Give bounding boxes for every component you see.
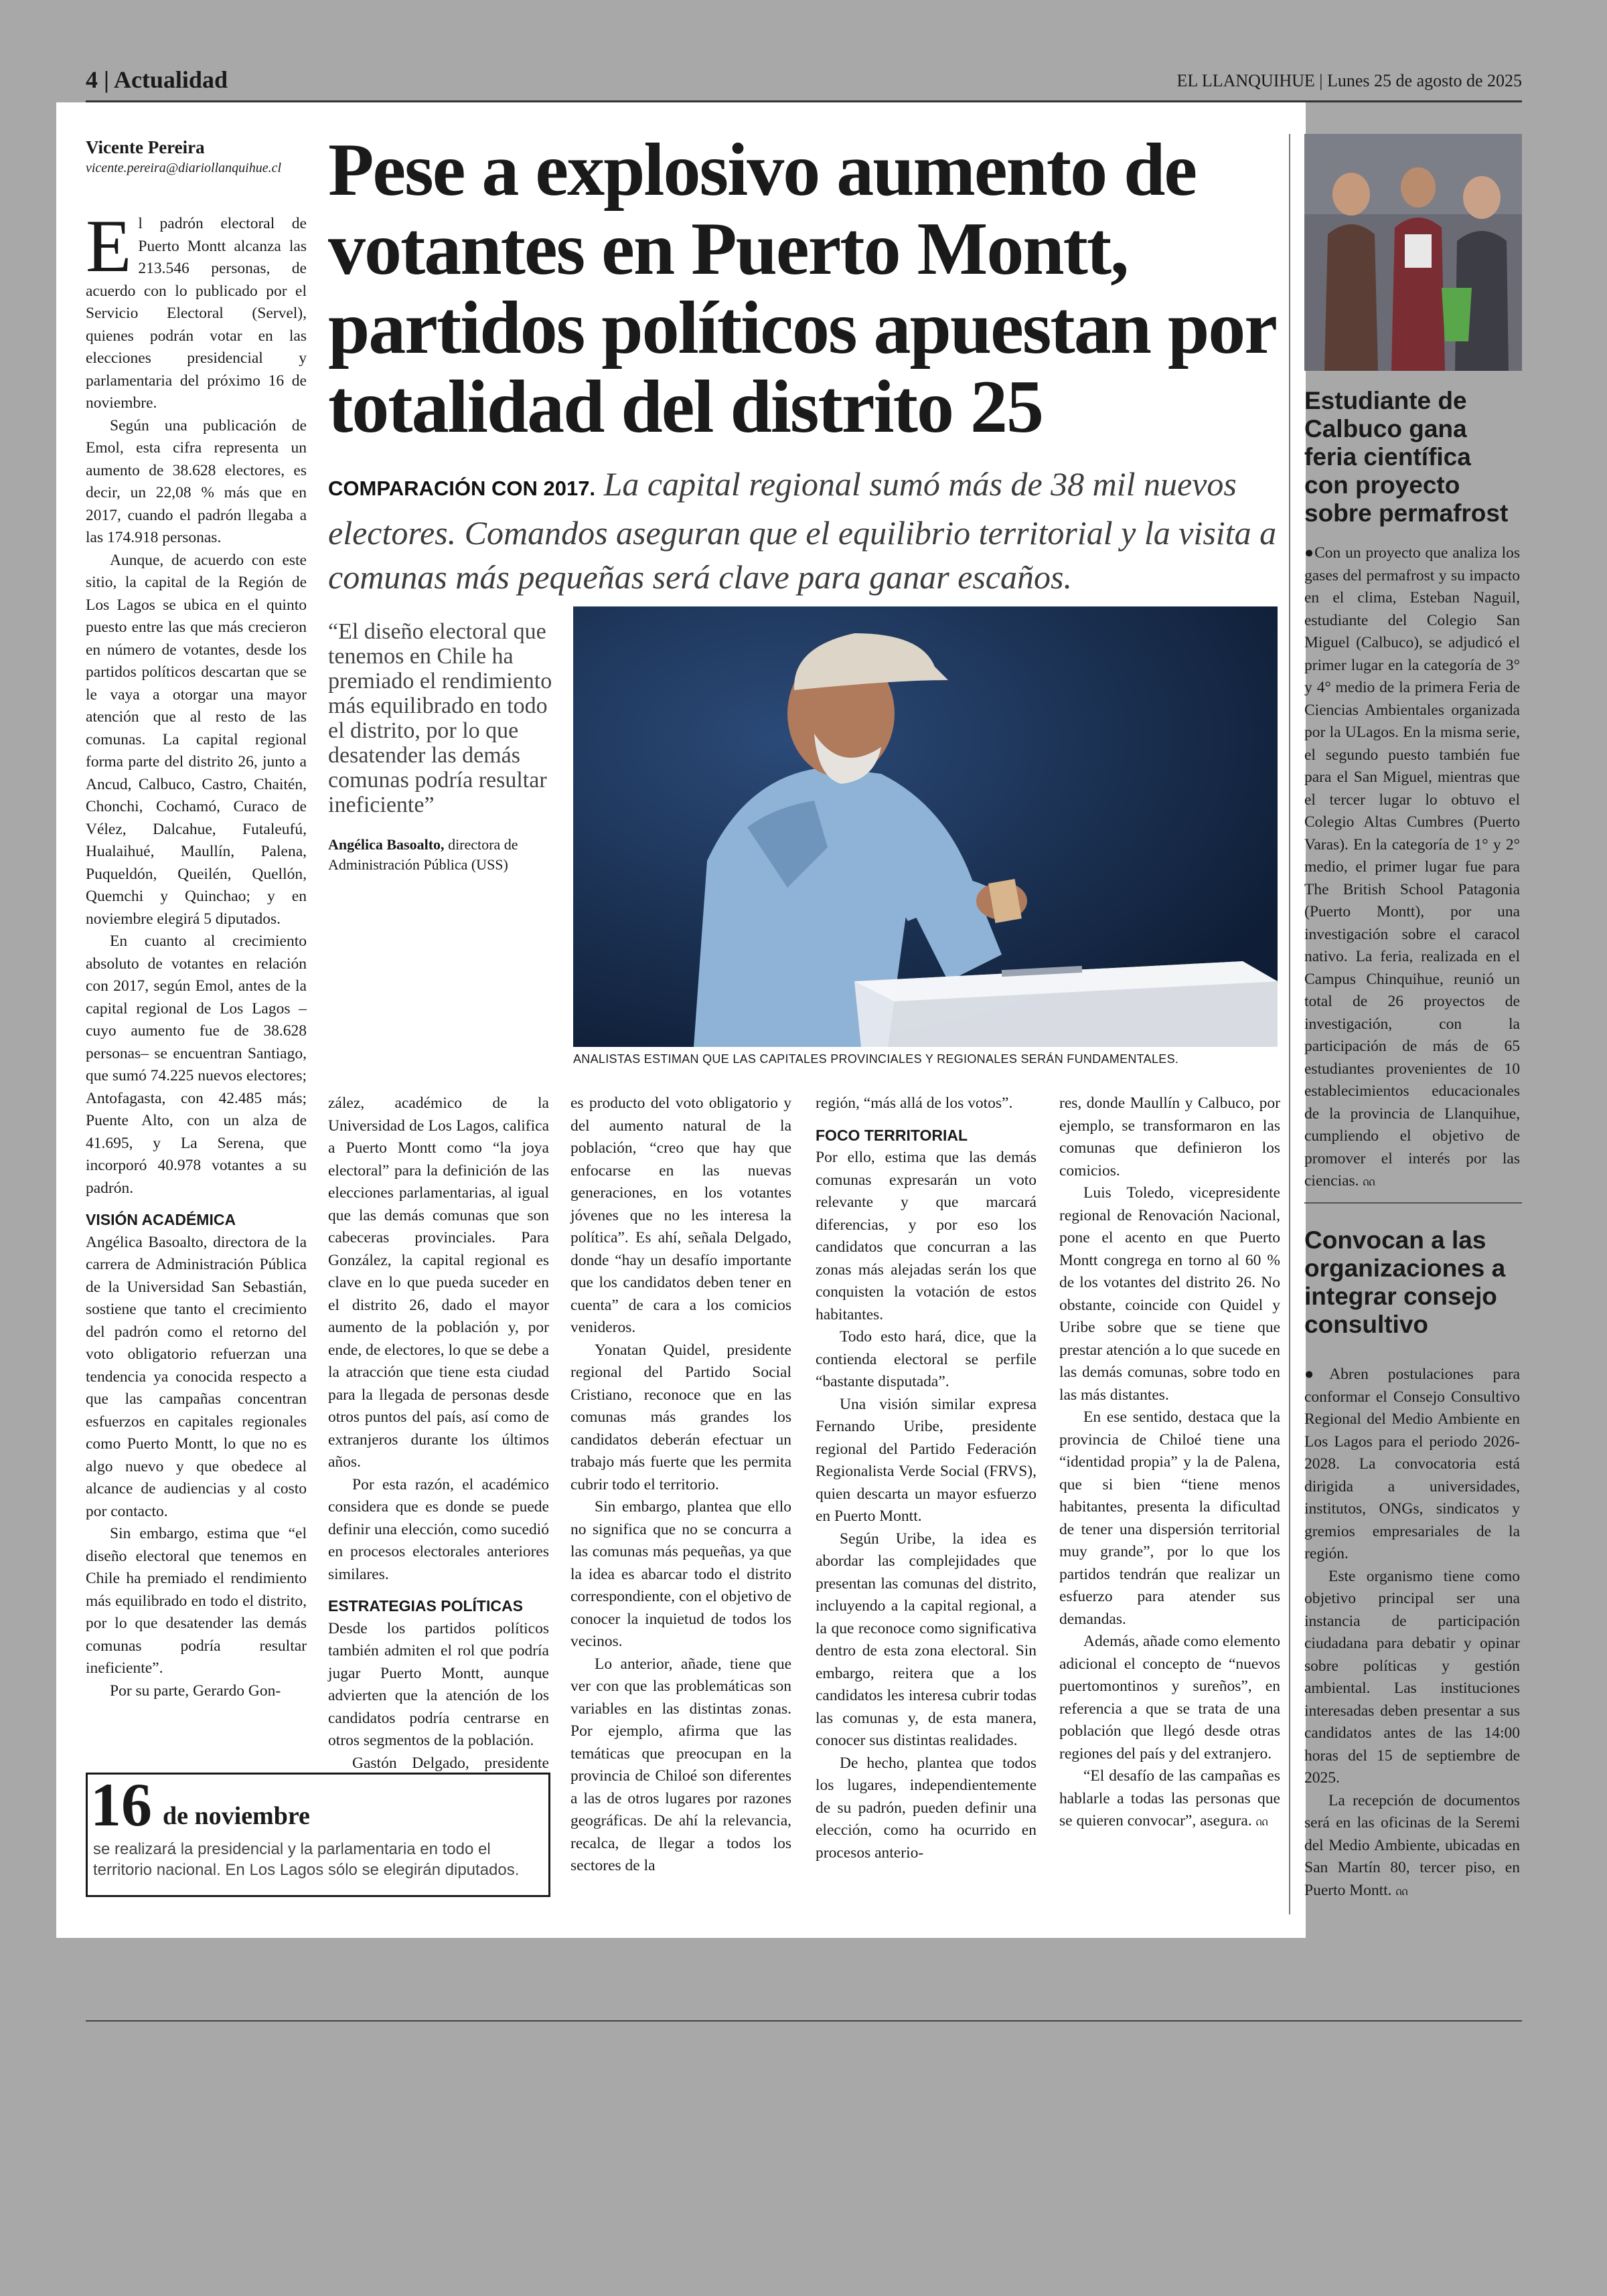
sidebar-photo — [1304, 134, 1522, 371]
article-headline: Pese a explosivo aumento de votantes en Puerto Montt, partidos políticos apuestan por totalidad del distrito 25 — [328, 129, 1275, 448]
paragraph: Una visión similar expresa Fernando Uribe, presidente regional del Partido Federación Regionalista Verde Social (FRVS), quien descarta un mayor esfuerzo en Puerto Montt. — [816, 1395, 1037, 1525]
paragraph: Yonatan Quidel, presidente regional del Partido Social Cristiano, reconoce que en las comunas más grandes los candidatos deberán efectuar un trabajo más fuerte que les permita cubrir todo el territorio. — [570, 1341, 791, 1493]
sidebar-headline-1: Estudiante de Calbuco gana feria científica con proyecto sobre permafrost — [1304, 387, 1509, 527]
author-email[interactable]: vicente.pereira@diariollanquihue.cl — [86, 161, 282, 175]
paragraph — [1304, 1790, 1520, 1903]
column-2 — [328, 1092, 549, 1842]
column-1 — [86, 205, 307, 1702]
pull-quote-text: “El diseño electoral que tenemos en Chile ha premiado el rendimiento más equilibrado en todo el distrito, por lo que desatender las demás comunas podría resultar ineficiente” — [328, 619, 552, 817]
paragraph — [1304, 542, 1520, 1194]
column-4 — [816, 1092, 1037, 1864]
end-mark-icon: ᦶ — [1255, 1814, 1268, 1829]
paragraph-text: ●Con un proyecto que analiza los gases del permafrost y su impacto en el clima, Esteban Naguil, estudiante del Colegio San Miguel (Calbuco), se adjudicó el primer lugar en la categoría de 3° y 4° medio de la primera Feria de Ciencias Ambientales organizada por la ULagos. En la misma serie, el segundo puesto también fue para el San Miguel, mientras que el tercer lugar lo obtuvo el Colegio Altas Cumbres (Puerto Varas). En la categoría de 1° y 2° medio, el primer lugar fue para The British School Patagonia (Puerto Montt), por una investigación sobre el caracol nativo. La feria, realizada en el Campus Chinquihue, reunió un total de 26 proyectos de investigación, con la participación de más de 65 estudiantes provenientes de 10 establecimientos educacionales de la provincia de Llanquihue, cumpliendo el objetivo de promover el interés por las ciencias. — [1304, 544, 1520, 1190]
paragraph — [1059, 1765, 1280, 1833]
page-folio — [86, 66, 1522, 99]
paragraph: zález, académico de la Universidad de Los Lagos, califica a Puerto Montt como “la joya electoral” para la definición de las elecciones parlamentarias, al igual que las demás comunas que son cabeceras provinciales. Para González, la capital regional es clave en lo que pueda suceder en el distrito 26, dado el mayor aumento de la población y, por ende, de electores, lo que se debe a la atracción que tiene esta ciudad para la llegada de personas desde otros puntos del país, así como de extranjeros durante los últimos años. — [328, 1094, 549, 1471]
sidebar-separator — [1304, 1202, 1522, 1204]
pull-quote — [328, 619, 559, 875]
paragraph: Gastón Delgado, presidente — [352, 1754, 549, 1772]
students-award-image — [1304, 134, 1522, 371]
paragraph: Por su parte, Gerardo Gon- — [110, 1682, 281, 1700]
end-mark-icon: ᦶ — [1363, 1174, 1375, 1189]
sidebar-headline-2: Convocan a las organizaciones a integrar consejo consultivo — [1304, 1226, 1506, 1338]
section-label: 4 | Actualidad — [86, 66, 228, 93]
paragraph: Este organismo tiene como objetivo principal ser una instancia de participación ciudadana para debatir y opinar sobre políticas y gestión ambiental. Las instituciones interesadas deben presentar a sus candidatos antes de las 14:00 horas del 15 de septiembre de 2025. — [1304, 1567, 1520, 1787]
paragraph: l padrón electoral de Puerto Montt alcanza las 213.546 personas, de acuerdo con lo publicado por el Servicio Electoral (Servel), quienes podrán votar en las elecciones presidencial y parlamentaria del próximo 16 de noviembre. — [86, 215, 307, 412]
paragraph: Según una publicación de Emol, esta cifra representa un aumento de 38.628 electores, es decir, un 22,08 % más que en 2017, cuando el padrón llegaba a las 174.918 personas. — [86, 416, 307, 546]
fact-box — [86, 1773, 550, 1897]
masthead-date: EL LLANQUIHUE | Lunes 25 de agosto de 2025 — [1176, 71, 1522, 90]
pull-quote-attribution — [328, 835, 559, 875]
paragraph: Todo esto hará, dice, que la contienda electoral se perfile “bastante disputada”. — [816, 1328, 1037, 1390]
column-5 — [1059, 1092, 1280, 1833]
paragraph-text: La recepción de documentos será en las oficinas de la Seremi del Medio Ambiente, ubicadas en San Martín 80, tercer piso, en Puerto Montt. — [1304, 1791, 1520, 1899]
paragraph: ●Abren postulaciones para conformar el Consejo Consultivo Regional del Medio Ambiente en Los Lagos para el periodo 2026-2028. La convocatoria está dirigida a universidades, institutos, ONGs, sindicatos y gremios empresariales de la región. — [1304, 1366, 1520, 1562]
paragraph: Según Uribe, la idea es abordar las complejidades que presentan las comunas del distrito, incluyendo a la capital regional, a la que reconoce como significativa dentro de esta zona electoral. Sin embargo, reitera que a los candidatos les interesa cubrir todas las comunas y, de esta manera, conocer sus distintas realidades. — [816, 1530, 1037, 1749]
sidebar-story-1 — [1304, 542, 1520, 1194]
paragraph: Angélica Basoalto, directora de la carrera de Administración Pública de la Universidad San Sebastián, sostiene que tanto el crecimiento del padrón como el retorno del voto obligatorio refuerzan una tendencia ya conocida respecto a que las campañas concentran esfuerzos en capitales regionales como Puerto Montt, lo que no es algo nuevo y que obedece al alcance de audiencias y al costo por contacto. — [86, 1233, 307, 1520]
attr-name: Angélica Basoalto, — [328, 836, 445, 853]
paragraph: De hecho, plantea que todos los lugares, independientemente de su padrón, pueden definir una elección, como ha ocurrido en procesos anterio- — [816, 1754, 1037, 1862]
paragraph: Por ello, estima que las demás comunas expresarán un voto relevante y que marcará diferencias, y por eso los candidatos que concurran a las zonas más alejadas serán los que conquisten la votación de estos habitantes. — [816, 1149, 1037, 1323]
subhead-vision-academica: VISIÓN ACADÉMICA — [86, 1211, 236, 1228]
drop-cap: E — [86, 205, 132, 288]
paragraph-text: “El desafío de las campañas es hablarle a todas las personas que se quieren convocar”, asegura. — [1059, 1767, 1280, 1829]
fact-number: 16 — [90, 1771, 152, 1839]
paragraph: región, “más allá de los votos”. — [816, 1094, 1013, 1112]
paragraph: Aunque, de acuerdo con este sitio, la capital de la Región de Los Lagos se ubica en el quinto puesto entre las que más crecieron en número de votantes, desde los partidos políticos descartan que se le vaya a otorgar una mayor atención que al resto de las comunas. La capital regional forma parte del distrito 26, junto a Ancud, Calbuco, Castro, Chaitén, Chonchi, Cochamó, Curaco de Vélez, Dalcahue, Futaleufú, Hualaihué, Maullín, Palena, Puqueldón, Queilén, Quellón, Quemchi y Quinchao; y en noviembre elegirá 5 diputados. — [86, 551, 307, 928]
voter-ballot-box-image — [573, 606, 1278, 1047]
subhead-foco-territorial: FOCO TERRITORIAL — [816, 1126, 968, 1144]
sidebar-divider — [1289, 134, 1290, 1914]
paragraph: Lo anterior, añade, tiene que ver con que las problemáticas son variables en las distintas zonas. Por ejemplo, afirma que las temáticas que preocupan en la provincia de Chiloé son diferentes a las de otros lugares por razones geográficas. De ahí la relevancia, recalca, de llegar a todos los sectores de la — [570, 1655, 791, 1874]
paragraph: En ese sentido, destaca que la provincia de Chiloé tiene una “identidad propia” y la de Palena, que si bien “tiene menos habitantes, presenta la dificultad de tener una dispersión territorial muy grande”, por lo que los partidos tendrán que realizar un esfuerzo para atender sus demandas. — [1059, 1408, 1280, 1628]
dek-text: La capital regional sumó más de 38 mil nuevos electores. Comandos aseguran que el equilibrio territorial y la visita a comunas más pequeñas será clave para ganar escaños. — [328, 465, 1277, 596]
paragraph: res, donde Maullín y Calbuco, por ejemplo, se transformaron en las comunas que definieron los comicios. — [1059, 1094, 1280, 1179]
paragraph: es producto del voto obligatorio y del aumento natural de la población, “creo que hay que enfocarse en las nuevas generaciones, en los votantes jóvenes que no les interesa la política”. Es ahí, señala Delgado, donde “hay un desafío importante que los candidatos deben tener en cuenta” de cara a los comicios venideros. — [570, 1094, 791, 1336]
paragraph: Luis Toledo, vicepresidente regional de Renovación Nacional, pone el acento en que Puerto Montt congrega en torno al 60 % de los votantes del distrito 26. No obstante, coincide con Quidel y Uribe sobre que se tiene que prestar atención a lo que sucede en las demás comunas, sobre todo en las más distantes. — [1059, 1184, 1280, 1404]
paragraph: Por esta razón, el académico considera que es donde se puede definir una elección, como sucedió en procesos electorales anteriores similares. — [328, 1475, 549, 1583]
byline — [86, 137, 307, 176]
voting-photo — [573, 606, 1278, 1047]
sidebar-story-2 — [1304, 1364, 1520, 1902]
author-name: Vicente Pereira — [86, 137, 205, 157]
bottom-rule — [86, 2020, 1522, 2022]
paragraph: Desde los partidos políticos también admiten el rol que podría jugar Puerto Montt, aunque advierten que la atención de los candidatos podría centrarse en otros segmentos de la población. — [328, 1619, 549, 1749]
article-dek — [328, 462, 1279, 599]
subhead-estrategias-politicas: ESTRATEGIAS POLÍTICAS — [328, 1597, 523, 1615]
paragraph: Además, añade como elemento adicional el concepto de “nuevos puertomontinos y sureños”, en referencia a que se trata de una población que llegó desde otras regiones del país y del extranjero. — [1059, 1633, 1280, 1762]
paragraph: En cuanto al crecimiento absoluto de votantes en relación con 2017, según Emol, antes de la capital regional de Los Lagos –cuyo aumento fue de 38.628 personas– se encuentran Santiago, que sumó 74.225 nuevos electores; Antofagasta, con 42.485 más; Puente Alto, con un alza de 41.695, y La Serena, que incorporó 40.978 votantes a su padrón. — [86, 932, 307, 1197]
photo-caption: ANALISTAS ESTIMAN QUE LAS CAPITALES PROVINCIALES Y REGIONALES SERÁN FUNDAMENTALES. — [573, 1052, 1179, 1066]
fact-text: se realizará la presidencial y la parlamentaria en todo el territorio nacional. En Los Lagos sólo se elegirán diputados. — [93, 1840, 520, 1879]
paragraph: Sin embargo, plantea que ello no significa que no se concurra a las comunas más pequeñas, ya que la idea es abarcar todo el distrito correspondiente, con el objetivo de conocer la inquietud de todos los vecinos. — [570, 1498, 791, 1650]
dek-kicker: COMPARACIÓN CON 2017. — [328, 477, 596, 500]
attr-role: directora de Administración Pública (USS) — [328, 836, 518, 873]
fact-unit: de noviembre — [163, 1802, 310, 1830]
paragraph: Sin embargo, estima que “el diseño electoral que tenemos en Chile ha premiado el rendimiento más equilibrado en todo el distrito, por lo que desatender las demás comunas podría resultar ineficiente”. — [86, 1525, 307, 1677]
column-3 — [570, 1092, 791, 1878]
end-mark-icon: ᦶ — [1395, 1883, 1408, 1898]
